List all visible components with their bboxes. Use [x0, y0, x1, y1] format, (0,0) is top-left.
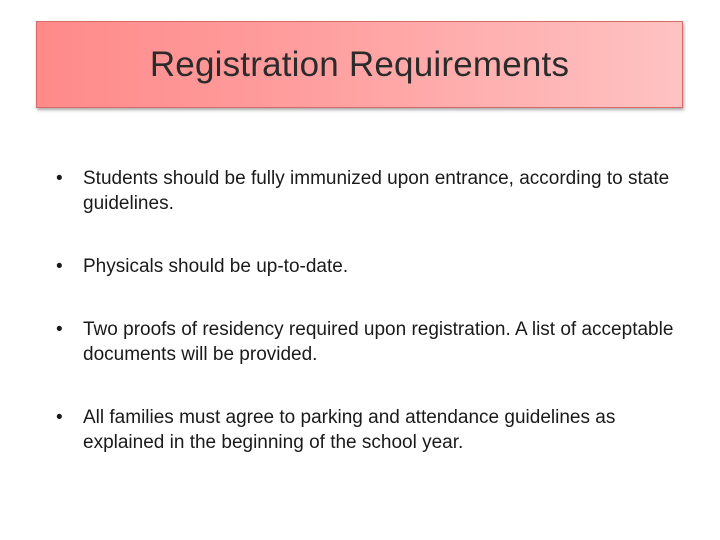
bullet-marker: •: [56, 256, 63, 277]
title-banner: [36, 21, 683, 108]
bullet-item-guidelines: [56, 405, 686, 455]
bullet-list: [56, 166, 686, 493]
bullet-text: All families must agree to parking and attendance guidelines as explained in the beginning of the school year.: [83, 407, 616, 453]
bullet-text: Physicals should be up-to-date.: [83, 256, 349, 277]
bullet-text: Two proofs of residency required upon registration. A list of acceptable documents will be provided.: [83, 319, 674, 365]
bullet-marker: •: [56, 319, 63, 340]
bullet-item-physicals: [56, 254, 686, 279]
bullet-marker: •: [56, 407, 63, 428]
bullet-item-residency: [56, 317, 686, 367]
bullet-marker: •: [56, 168, 63, 189]
slide-title: Registration Requirements: [149, 44, 570, 84]
bullet-text: Students should be fully immunized upon entrance, according to state guidelines.: [83, 168, 670, 214]
bullet-item-immunization: [56, 166, 686, 216]
